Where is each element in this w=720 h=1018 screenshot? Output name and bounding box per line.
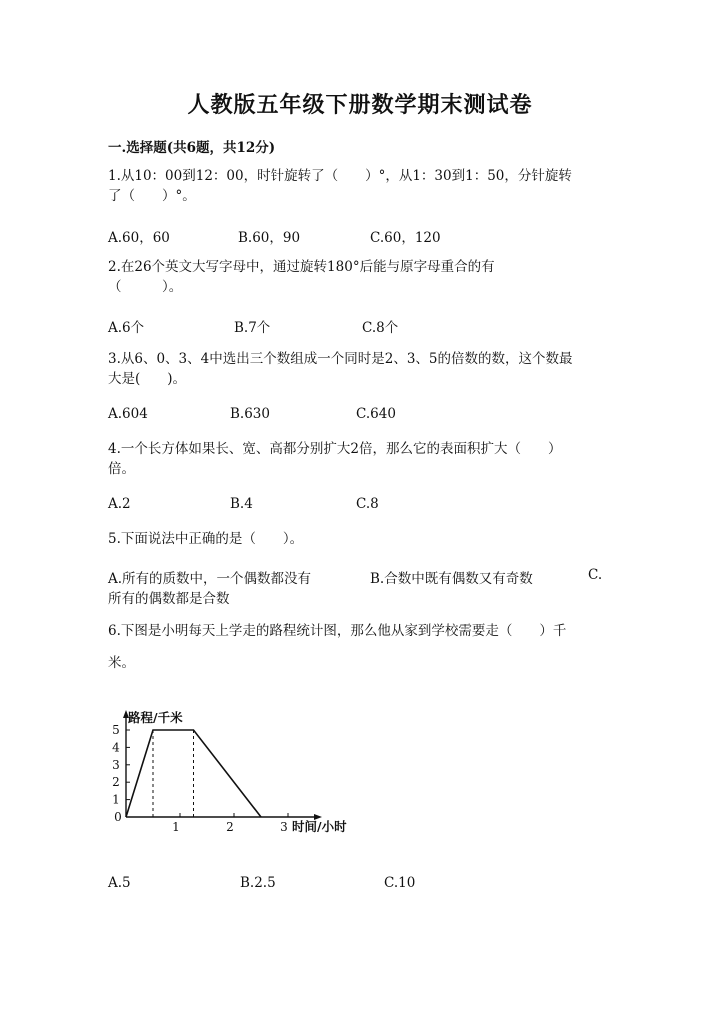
- x-axis-title: 时间/小时: [292, 819, 347, 834]
- question-6-option-b: B.2.5: [240, 875, 276, 891]
- distance-time-chart: [104, 700, 374, 840]
- question-6-option-a: A.5: [108, 875, 131, 891]
- question-5-line-1: 5.下面说法中正确的是（ ）。: [108, 531, 304, 547]
- question-3-option-b: B.630: [230, 406, 270, 422]
- question-5-option-c-text: 所有的偶数都是合数: [108, 591, 230, 607]
- question-6-line-2: 米。: [108, 655, 135, 671]
- question-1-line-1: 1.从10：00到12：00，时针旋转了（ ）°，从1：30到1：50，分针旋转: [108, 168, 572, 184]
- y-tick-label: 5: [112, 723, 120, 737]
- y-tick-label: 2: [112, 775, 120, 790]
- question-4-line-2: 倍。: [108, 461, 135, 477]
- question-6-line-1: 6.下图是小明每天上学走的路程统计图，那么他从家到学校需要走（ ）千: [108, 623, 567, 639]
- origin-label: 0: [114, 810, 122, 824]
- question-2-option-c: C.8个: [362, 320, 399, 336]
- question-4-line-1: 4.一个长方体如果长、宽、高都分别扩大2倍，那么它的表面积扩大（ ）: [108, 441, 562, 457]
- page-title: 人教版五年级下册数学期末测试卷: [187, 92, 533, 118]
- question-4-option-c: C.8: [356, 496, 379, 512]
- y-tick-label: 3: [112, 757, 120, 772]
- question-4-option-a: A.2: [108, 496, 131, 512]
- question-5-option-a: A.所有的质数中，一个偶数都没有: [108, 571, 312, 587]
- x-tick-label: 1: [172, 820, 180, 834]
- question-1-option-c: C.60，120: [370, 230, 441, 246]
- x-tick-label: 2: [226, 820, 234, 834]
- question-4-option-b: B.4: [230, 496, 253, 512]
- question-2-option-a: A.6个: [108, 320, 145, 336]
- question-2-line-2: （ ）。: [108, 279, 183, 295]
- x-tick-label: 3: [280, 820, 288, 834]
- y-tick-label: 1: [112, 792, 120, 807]
- question-2-option-b: B.7个: [234, 320, 271, 336]
- question-1-option-b: B.60，90: [238, 230, 301, 246]
- section-heading: 一.选择题(共6题，共12分): [108, 140, 276, 156]
- question-1-line-2: 了（ ）°。: [108, 188, 196, 204]
- question-2-line-1: 2.在26个英文大写字母中，通过旋转180°后能与原字母重合的有: [108, 259, 495, 275]
- y-axis-title: 路程/千米: [128, 710, 183, 725]
- y-tick-label: 4: [112, 740, 120, 755]
- question-1-option-a: A.60，60: [108, 230, 170, 246]
- question-3-option-c: C.640: [356, 406, 396, 422]
- question-5-option-b: B.合数中既有偶数又有奇数: [370, 571, 533, 587]
- question-6-option-c: C.10: [384, 875, 416, 891]
- question-3-line-2: 大是( )。: [108, 371, 187, 387]
- question-5-option-c: C.: [588, 567, 603, 583]
- question-3-option-a: A.604: [108, 406, 148, 422]
- question-3-line-1: 3.从6、0、3、4中选出三个数组成一个同时是2、3、5的倍数的数，这个数最: [108, 351, 573, 367]
